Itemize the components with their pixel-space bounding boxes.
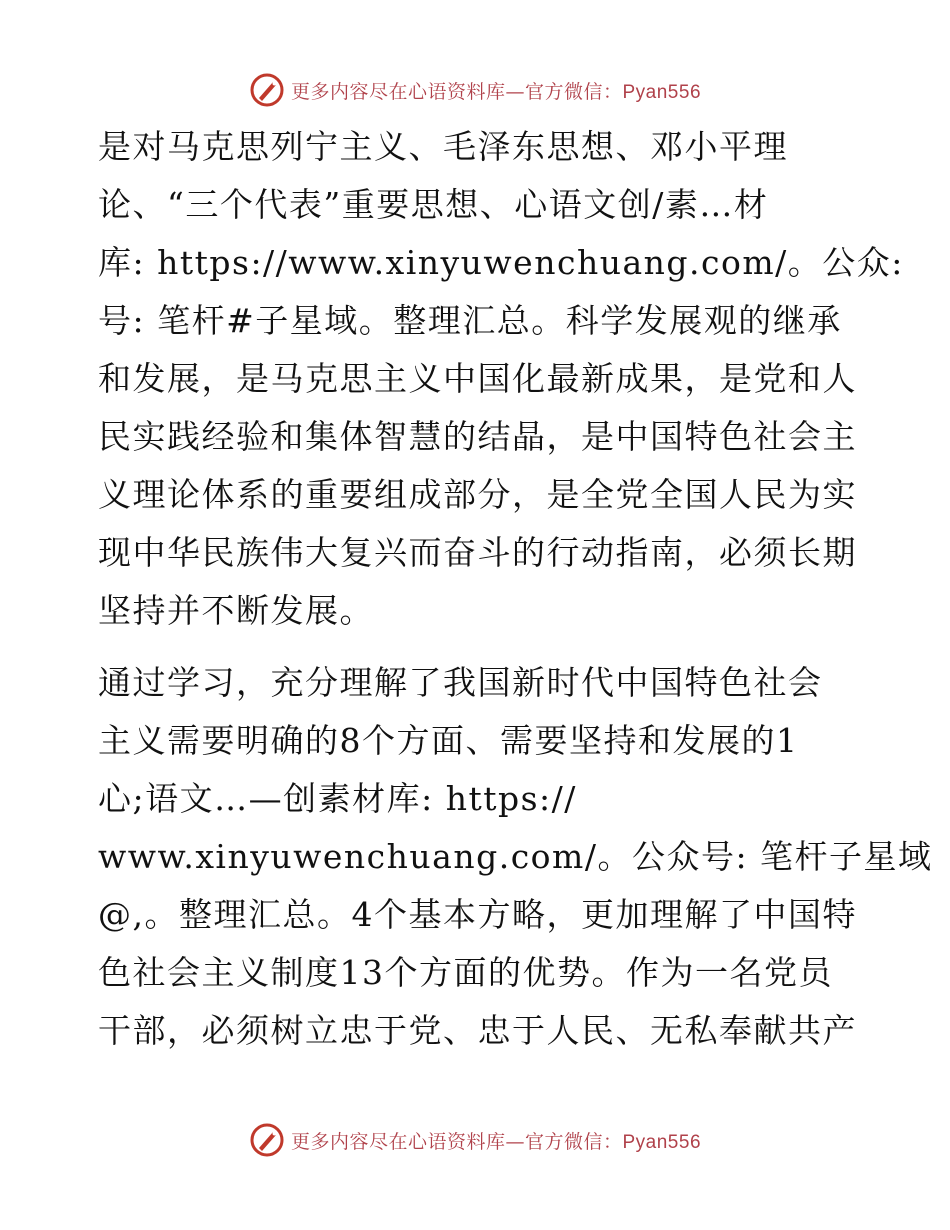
text-line: 心;语文…—创素材库: https:// — [98, 779, 577, 818]
text-line: 色社会主义制度13个方面的优势。作为一名党员 — [98, 953, 833, 992]
footer-wechat-account: Pyan556 — [622, 1131, 702, 1153]
footer-watermark-banner — [0, 1118, 950, 1162]
footer-banner-text — [291, 1127, 701, 1154]
pen-nib-emblem-icon — [249, 72, 285, 108]
text-line: 坚持并不断发展。 — [98, 591, 374, 630]
paragraph-1 — [98, 118, 904, 640]
pen-nib-emblem-icon — [249, 1122, 285, 1158]
text-line: 论、“三个代表”重要思想、心语文创/素…材 — [98, 185, 769, 224]
text-line: 主义需要明确的8个方面、需要坚持和发展的1 — [98, 721, 799, 760]
document-body — [98, 118, 933, 1060]
header-wechat-account: Pyan556 — [622, 81, 702, 103]
text-line: @,。整理汇总。4个基本方略，更加理解了中国特 — [98, 895, 857, 934]
header-banner-label: 更多内容尽在心语资料库—官方微信： — [290, 80, 623, 103]
text-line: 库: https://www.xinyuwenchuang.com/。公众: — [98, 243, 904, 282]
text-line: www.xinyuwenchuang.com/。公众号: 笔杆子星域 — [98, 837, 933, 876]
text-line: 号: 笔杆#子星域。整理汇总。科学发展观的继承 — [98, 301, 842, 340]
text-line: 义理论体系的重要组成部分，是全党全国人民为实 — [98, 475, 857, 514]
text-line: 通过学习，充分理解了我国新时代中国特色社会 — [98, 663, 823, 702]
text-line: 是对马克思列宁主义、毛泽东思想、邓小平理 — [98, 127, 788, 166]
text-line: 民实践经验和集体智慧的结晶，是中国特色社会主 — [98, 417, 857, 456]
paragraph-spacer — [98, 640, 858, 654]
header-watermark-banner — [0, 68, 950, 112]
footer-banner-label: 更多内容尽在心语资料库—官方微信： — [290, 1130, 623, 1153]
paragraph-2 — [98, 654, 933, 1060]
text-line: 和发展，是马克思主义中国化最新成果，是党和人 — [98, 359, 857, 398]
text-line: 现中华民族伟大复兴而奋斗的行动指南，必须长期 — [98, 533, 857, 572]
text-line: 干部，必须树立忠于党、忠于人民、无私奉献共产 — [98, 1011, 857, 1050]
header-banner-text — [291, 77, 701, 104]
